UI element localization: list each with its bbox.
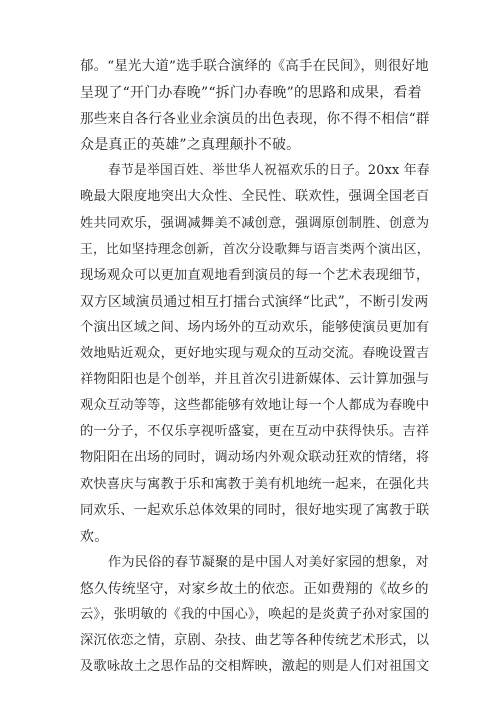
paragraph bbox=[80, 54, 429, 158]
text-line: 呈现了“开门办春晚”“拆门办春晚”的思路和成果，看着 bbox=[80, 85, 422, 102]
text-line: 众是真正的英雄”之真理颠扑不破。 bbox=[80, 137, 301, 154]
text-line: 深沉依恋之情，京剧、杂技、曲艺等各种传统艺术形式，以 bbox=[80, 633, 430, 649]
text-line: 祥物阳阳也是个创举，并且首次引进新媒体、云计算加强与 bbox=[80, 372, 430, 388]
text-line: 现场观众可以更加直观地看到演员的每一个艺术表现细节， bbox=[80, 267, 430, 283]
text-line: 同欢乐、一起欢乐总体效果的同时，很好地实现了寓教于联 bbox=[80, 502, 430, 518]
text-line: 云》，张明敏的《我的中国心》，唤起的是炎黄子孙对家国的 bbox=[80, 606, 430, 622]
text-line: 观众互动等等，这些都能够有效地让每一个人都成为春晚中 bbox=[80, 398, 430, 414]
text-line: 物阳阳在出场的同时，调动场内外观众联动狂欢的情绪，将 bbox=[80, 450, 430, 466]
text-line: 作为民俗的春节凝聚的是中国人对美好家园的想象，对 bbox=[108, 554, 429, 570]
text-line: 及歌咏故土之思作品的交相辉映，激起的则是人们对祖国文 bbox=[80, 659, 430, 675]
text-line: 姓共同欢乐，强调减舞美不减创意，强调原创制胜、创意为 bbox=[80, 215, 430, 231]
text-line: 欢快喜庆与寓教于乐和寓教于美有机地统一起来，在强化共 bbox=[80, 476, 430, 492]
paragraph bbox=[80, 550, 429, 680]
text-line: 双方区域演员通过相互打擂台式演绎“比武”，不断引发两 bbox=[80, 293, 429, 310]
text-line: 个演出区域之间、场内场外的互动欢乐，能够使演员更加有 bbox=[80, 319, 430, 335]
text-line: 春节是举国百姓、举世华人祝福欢乐的日子。20xx 年春 bbox=[108, 163, 430, 179]
text-line: 的一分子，不仅乐享视听盛宴，更在互动中获得快乐。吉祥 bbox=[80, 424, 430, 440]
text-line: 王，比如坚持理念创新，首次分设歌舞与语言类两个演出区， bbox=[80, 241, 430, 257]
text-line: 效地贴近观众，更好地实现与观众的互动交流。春晚设置吉 bbox=[80, 346, 430, 362]
paragraph bbox=[80, 158, 429, 549]
text-line: 郁。“星光大道”选手联合演绎的《高手在民间》，则很好地 bbox=[80, 59, 429, 74]
text-line: 悠久传统坚守，对家乡故土的依恋。正如费翔的《故乡的 bbox=[80, 580, 429, 597]
text-line: 那些来自各行各业业余演员的出色表现，你不得不相信“群 bbox=[80, 111, 430, 128]
text-line: 欢。 bbox=[80, 528, 109, 545]
text-line: 晚最大限度地突出大众性、全民性、联欢性，强调全国老百 bbox=[80, 189, 430, 205]
body-text bbox=[80, 54, 429, 680]
